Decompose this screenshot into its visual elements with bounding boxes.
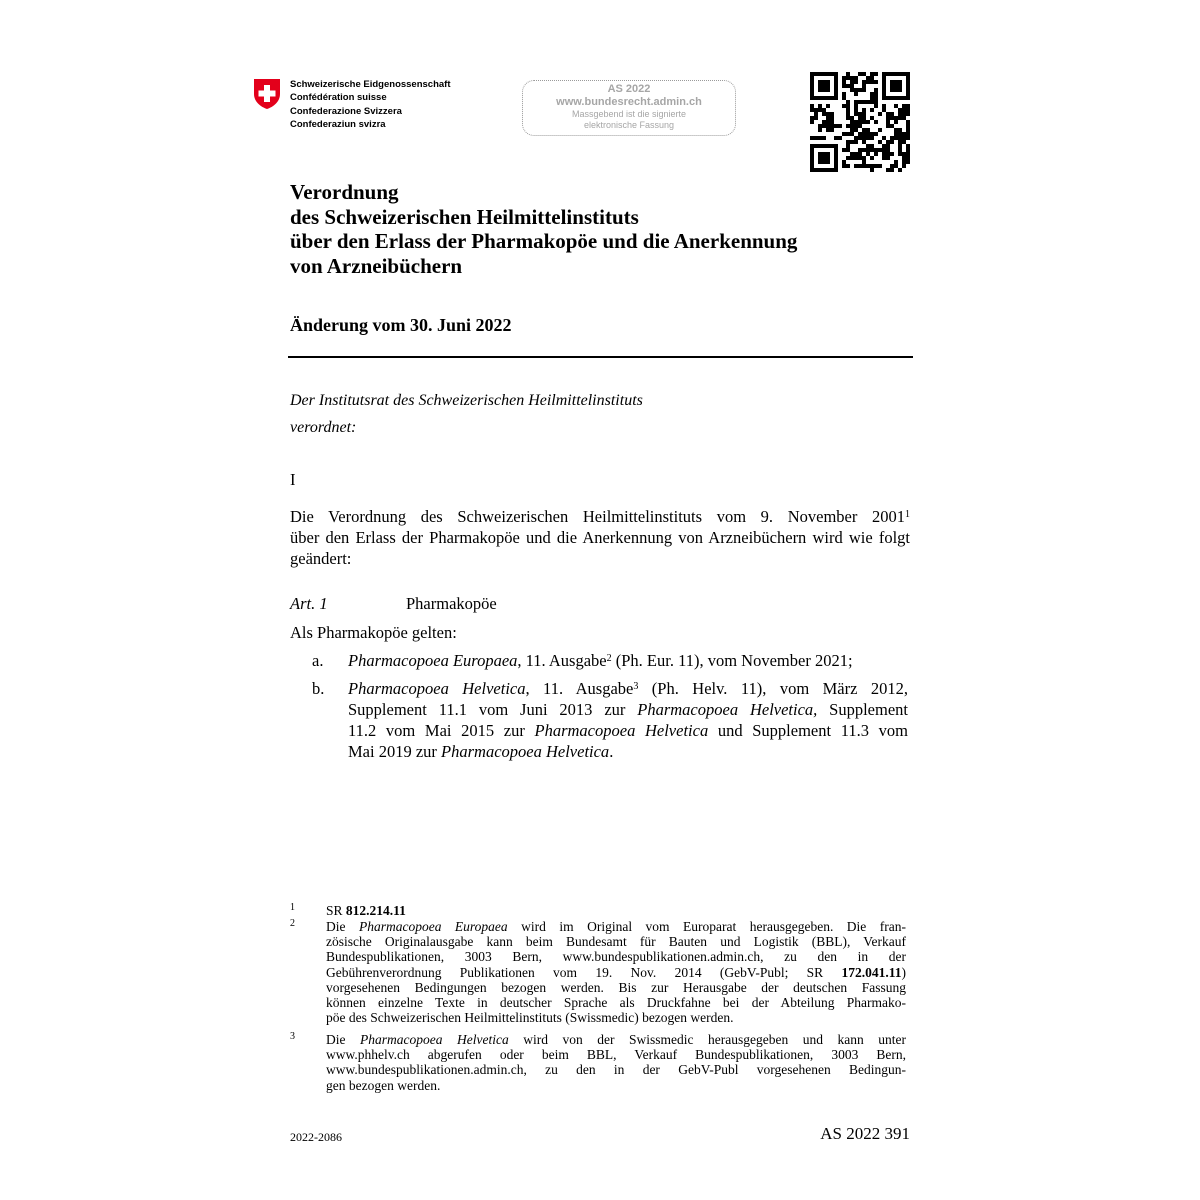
preamble-line-2: verordnet:	[290, 419, 357, 436]
footnote-line: www.phhelv.ch abgerufen oder beim BBL, Verkauf Bundespublikationen, 3003 Bern,	[326, 1047, 906, 1063]
footnote-fragment: )	[901, 964, 906, 980]
footnote-fragment: wird von der Swissmedic herausgegeben und kann unter	[508, 1032, 906, 1047]
item-text: und Supplement 11.3 vom	[708, 721, 908, 740]
preamble	[290, 387, 643, 441]
title-line-2: des Schweizerischen Heilmittelinstituts	[290, 204, 639, 229]
item-text: (Ph. Helv. 11), vom März 2012,	[638, 679, 909, 698]
footnote-ref-2[interactable]: 2	[606, 653, 612, 664]
agency-line-it: Confederazione Svizzera	[290, 105, 402, 117]
document-number: 2022-2086	[290, 1130, 342, 1144]
footnote-line: zösische Originalausgabe kann beim Bundesamt für Bauten und Logistik (BBL), Verkauf	[326, 934, 906, 950]
item-text: 11.2 vom Mai 2015 zur	[348, 721, 535, 740]
intro-paragraph	[290, 506, 910, 569]
footnote-ref-3[interactable]: 3	[633, 681, 639, 692]
footnote-line: www.bundespublikationen.admin.ch, zu den in der GebV-Publ vorgesehenen Bedingun-	[326, 1062, 906, 1078]
footnote-fragment: Die	[326, 919, 359, 934]
item-line	[348, 699, 908, 720]
item-line	[348, 678, 908, 699]
item-text: Supplement	[817, 700, 908, 719]
list-item	[312, 650, 912, 672]
list-marker: a.	[312, 651, 324, 670]
footnote-fragment: wird im Original vom Europarat herausgegeben. Die fran-	[507, 919, 906, 934]
item-line	[348, 741, 908, 762]
item-text: , 11. Ausgabe	[517, 651, 607, 670]
page-reference: AS 2022 391	[820, 1124, 910, 1143]
preamble-line-1: Der Institutsrat des Schweizerischen Heilmittelinstituts	[290, 392, 643, 409]
sr-number[interactable]: 812.214.11	[345, 903, 406, 918]
intro-line-1	[290, 506, 910, 527]
swiss-cross-icon	[252, 78, 282, 110]
item-text: Mai 2019 zur	[348, 742, 442, 761]
agency-line-fr: Confédération suisse	[290, 92, 387, 104]
list-item-text	[348, 650, 908, 671]
document-title	[290, 180, 930, 278]
footnote-line: vorgesehenen Bedingungen bezogen werden. Bis zur Herausgabe der deutschen Fassung	[326, 979, 906, 995]
publication-title: Pharmacopoea Helvetica,	[637, 700, 818, 719]
title-divider	[288, 356, 913, 358]
stamp-line-4: elektronische Fassung	[583, 120, 675, 130]
agency-line-de: Schweizerische Eidgenossenschaft	[290, 79, 451, 90]
item-line	[348, 720, 908, 741]
footnote-line	[326, 919, 906, 934]
publication-title: Pharmacopoea Helvetica	[441, 742, 610, 761]
qr-code-icon	[810, 72, 910, 172]
item-text: , 11. Ausgabe	[525, 679, 634, 698]
title-line-3: über den Erlass der Pharmakopöe und die Anerkennung	[290, 229, 798, 253]
title-line-4: von Arzneibüchern	[290, 253, 463, 278]
intro-text-1: Die Verordnung des Schweizerischen Heilmittelinstituts vom 9. November 2001	[290, 507, 905, 526]
publication-title: Pharmacopoea Helvetica	[360, 1032, 509, 1047]
footnote-line: können einzelne Texte in deutscher Sprache als Druckfahne bei der Abteilung Pharmako-	[326, 995, 906, 1011]
publication-title: Pharmacopoea Helvetica	[348, 679, 526, 698]
item-text: .	[609, 742, 614, 761]
footnote-number: 1	[290, 902, 295, 913]
article-title: Pharmakopöe	[406, 594, 497, 613]
footnote-fragment: Gebührenverordnung Publikationen vom 19. Nov. 2014 (GebV-Publ; SR	[326, 964, 842, 980]
footnote-fragment: Die	[326, 1032, 361, 1047]
stamp-line-1: AS 2022	[607, 83, 651, 95]
stamp-line-2: www.bundesrecht.admin.ch	[556, 96, 702, 108]
signature-stamp	[522, 80, 736, 136]
agency-line-rm: Confederaziun svizra	[290, 119, 386, 131]
article-lead: Als Pharmakopöe gelten:	[290, 623, 457, 642]
list-item-text	[348, 678, 908, 762]
amendment-date: Änderung vom 30. Juni 2022	[290, 315, 512, 335]
intro-text-2: über den Erlass der Pharmakopöe und die Anerkennung von Arzneibüchern wird wie folgt geändert:	[290, 528, 910, 568]
publication-title: Pharmacopoea Europaea	[348, 651, 518, 670]
list-marker: b.	[312, 679, 325, 698]
agency-name	[290, 78, 451, 132]
footnote-text	[326, 903, 906, 918]
item-text: (Ph. Eur. 11), vom November 2021;	[611, 651, 853, 670]
sr-number[interactable]: 172.041.11	[841, 964, 902, 980]
section-number: I	[290, 470, 296, 489]
footnote-2	[290, 919, 910, 1034]
footnote-line: gen bezogen werden.	[326, 1077, 441, 1093]
footnote-number: 2	[290, 918, 295, 929]
article-heading	[290, 594, 497, 614]
footnote-text	[326, 1032, 906, 1093]
footnote-line: pöe des Schweizerischen Heilmittelinstituts (Swissmedic) bezogen werden.	[326, 1010, 734, 1026]
item-text: Supplement 11.1 vom Juni 2013 zur	[348, 700, 638, 719]
footnote-line	[326, 965, 906, 980]
stamp-line-3: Massgebend ist die signierte	[571, 109, 687, 119]
footnote-line: Bundespublikationen, 3003 Bern, www.bundespublikationen.admin.ch, zu den in der	[326, 949, 906, 965]
footnote-1	[290, 903, 910, 919]
publication-title: Pharmacopoea Europaea	[358, 919, 508, 934]
publication-title: Pharmacopoea Helvetica	[534, 721, 709, 740]
footnote-text	[326, 919, 906, 1025]
footnote-ref-1[interactable]: 1	[905, 509, 910, 520]
footnote-3	[290, 1032, 910, 1102]
title-line-1: Verordnung	[290, 180, 399, 204]
footnote-prefix: SR	[326, 903, 346, 918]
footnote-line	[326, 1032, 906, 1047]
footnote-number: 3	[290, 1031, 295, 1042]
list-item	[312, 678, 912, 768]
article-number: Art. 1	[290, 594, 328, 613]
